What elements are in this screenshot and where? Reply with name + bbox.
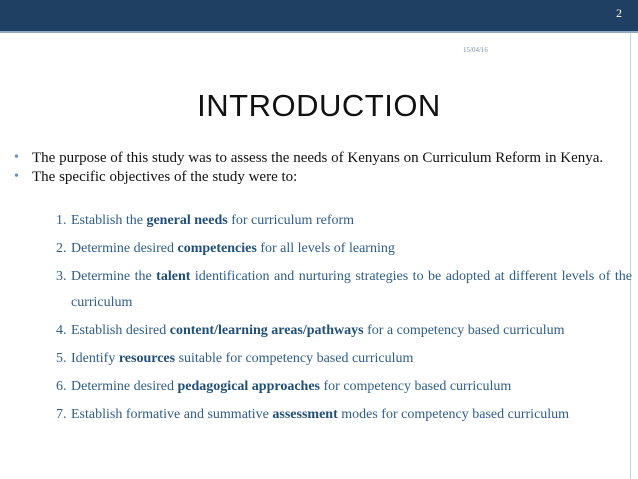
objective-item <box>56 402 632 428</box>
slide-date: 15/04/16 <box>463 46 488 54</box>
objective-text: Determine desired competencies for all levels of learning <box>71 241 395 256</box>
bullet-list <box>14 151 624 189</box>
objective-keyword: competencies <box>177 241 257 256</box>
bullet-item <box>14 170 624 184</box>
bullet-icon: • <box>14 150 19 165</box>
objectives-list <box>56 208 632 430</box>
bullet-text: The specific objectives of the study were to: <box>32 169 298 185</box>
objective-text: Determine the talent identification and nurturing strategies to be adopted at different levels of the curriculum <box>71 269 632 310</box>
objective-number: 4. <box>56 323 67 338</box>
header-bar <box>0 0 638 31</box>
objective-number: 3. <box>56 269 67 284</box>
objective-number: 5. <box>56 351 67 366</box>
objective-number: 1. <box>56 213 67 228</box>
objective-item <box>56 236 632 262</box>
objective-keyword: talent <box>156 269 191 284</box>
objective-item <box>56 346 632 372</box>
objective-item <box>56 264 632 316</box>
objective-number: 2. <box>56 241 67 256</box>
objective-item <box>56 208 632 234</box>
objective-number: 6. <box>56 379 67 394</box>
objective-keyword: general needs <box>146 213 228 228</box>
objective-text: Identify resources suitable for competency based curriculum <box>71 351 414 366</box>
objective-keyword: assessment <box>272 407 338 422</box>
objective-text: Determine desired pedagogical approaches for competency based curriculum <box>71 379 512 394</box>
slide-title: INTRODUCTION <box>197 88 441 123</box>
bullet-item <box>14 151 624 165</box>
header-divider <box>0 31 638 33</box>
objective-number: 7. <box>56 407 67 422</box>
bullet-text: The purpose of this study was to assess the needs of Kenyans on Curriculum Reform in Kenya. <box>32 150 604 166</box>
objective-keyword: resources <box>118 351 176 366</box>
bullet-icon: • <box>14 169 19 184</box>
objective-text: Establish desired content/learning areas/pathways for a competency based curriculum <box>71 323 565 338</box>
objective-text: Establish the general needs for curriculum reform <box>71 213 355 228</box>
objective-item <box>56 318 632 344</box>
objective-keyword: content/learning areas/pathways <box>169 323 364 338</box>
objective-keyword: pedagogical approaches <box>177 379 320 394</box>
objective-text: Establish formative and summative assessment modes for competency based curriculum <box>71 407 570 422</box>
objective-item <box>56 374 632 400</box>
slide-number: 2 <box>616 6 622 20</box>
